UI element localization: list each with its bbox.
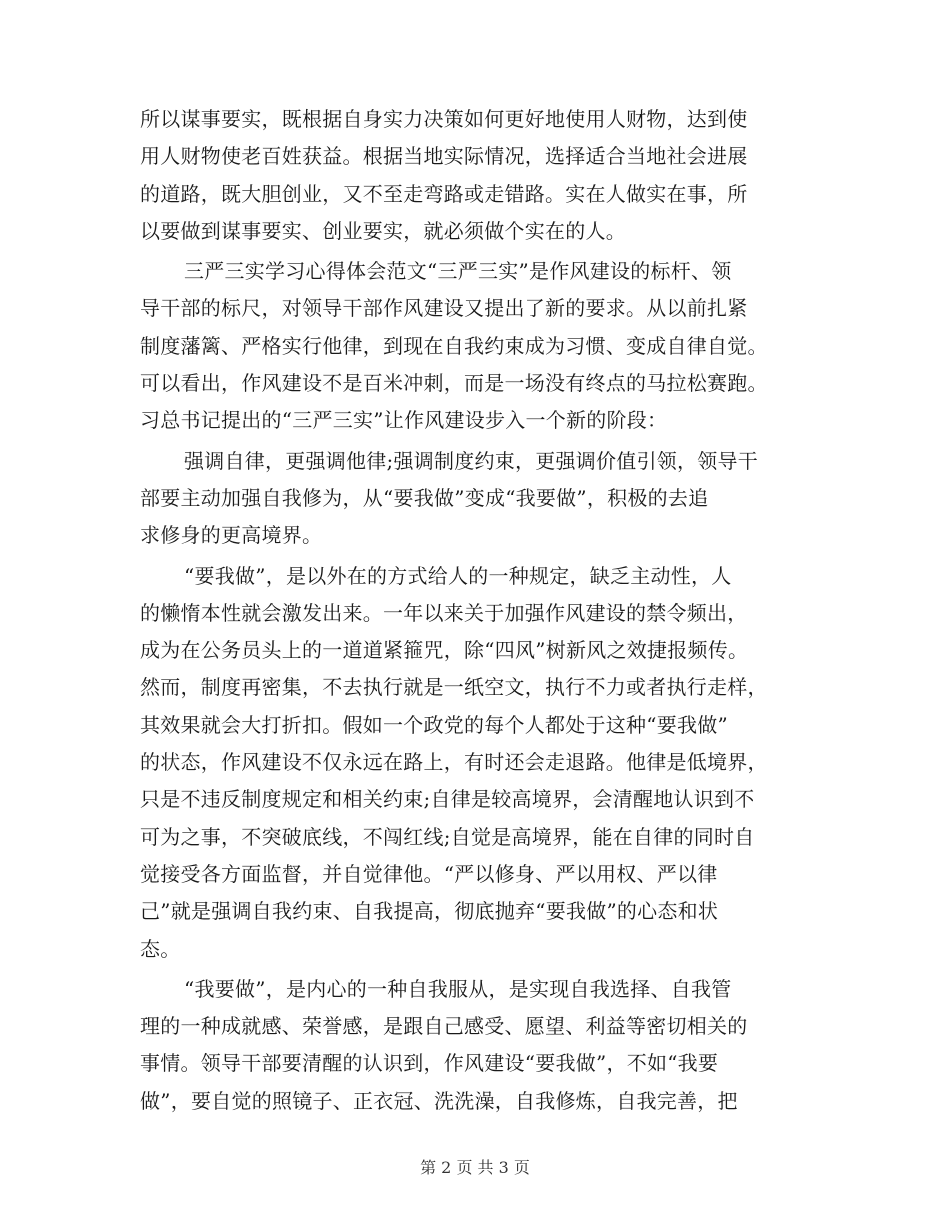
paragraph-first-line: “要我做”，是以外在的方式给人的一种规定，缺乏主动性，人	[184, 563, 732, 588]
text-line: 可以看出，作风建设不是百米冲刺，而是一场没有终点的马拉松赛跑。	[140, 371, 768, 396]
text-line: 的状态，作风建设不仅永远在路上，有时还会走退路。他律是低境界，	[140, 750, 768, 775]
text-line: 部要主动加强自我修为，从“要我做”变成“我要做”，积极的去追	[140, 485, 709, 510]
text-line: 理的一种成就感、荣誉感，是跟自己感受、愿望、利益等密切相关的	[140, 1014, 748, 1039]
text-line: 己”就是强调自我约束、自我提高，彻底抛弃“要我做”的心态和状	[140, 899, 719, 924]
text-line: 觉接受各方面监督，并自觉律他。“严以修身、严以用权、严以律	[140, 861, 718, 886]
text-line: 制度藩篱、严格实行他律，到现在自我约束成为习惯、变成自律自觉。	[140, 333, 768, 358]
text-line: 可为之事，不突破底线，不闯红线;自觉是高境界，能在自律的同时自	[140, 824, 755, 849]
text-line: 态。	[140, 936, 181, 961]
paragraph-first-line: 三严三实学习心得体会范文“三严三实”是作风建设的标杆、领	[184, 259, 732, 284]
text-line: 只是不违反制度规定和相关约束;自律是较高境界，会清醒地认识到不	[140, 787, 755, 812]
page-number-footer: 第 2 页 共 3 页	[420, 1158, 530, 1177]
text-line: 做”，要自觉的照镜子、正衣冠、洗洗澡，自我修炼，自我完善，把	[140, 1088, 738, 1113]
text-line: 所以谋事要实，既根据自身实力决策如何更好地使用人财物，达到使	[140, 107, 748, 131]
text-line: 的道路，既大胆创业，又不至走弯路或走错路。实在人做实在事，所	[140, 181, 748, 206]
text-line: 习总书记提出的“三严三实”让作风建设步入一个新的阶段：	[140, 408, 668, 433]
text-line: 的懒惰本性就会激发出来。一年以来关于加强作风建设的禁令频出，	[140, 600, 748, 625]
document-body	[140, 101, 810, 1120]
paragraph-first-line: “我要做”，是内心的一种自我服从，是实现自我选择、自我管	[184, 976, 732, 1001]
text-line: 求修身的更高境界。	[140, 523, 323, 548]
text-line: 用人财物使老百姓获益。根据当地实际情况，选择适合当地社会进展	[140, 144, 748, 169]
text-line: 导干部的标尺，对领导干部作风建设又提出了新的要求。从以前扎紧	[140, 296, 748, 321]
text-line: 成为在公务员头上的一道道紧箍咒，除“四风”树新风之效捷报频传。	[140, 638, 749, 663]
text-line: 然而，制度再密集，不去执行就是一纸空文，执行不力或者执行走样，	[140, 675, 768, 700]
text-line: 事情。领导干部要清醒的认识到，作风建设“要我做”，不如“我要	[140, 1051, 719, 1076]
text-line: 以要做到谋事要实、创业要实，就必须做个实在的人。	[140, 218, 626, 243]
text-line: 其效果就会大打折扣。假如一个政党的每个人都处于这种“要我做”	[140, 712, 728, 737]
paragraph-first-line: 强调自律，更强调他律;强调制度约束，更强调价值引领，领导干	[184, 448, 758, 473]
